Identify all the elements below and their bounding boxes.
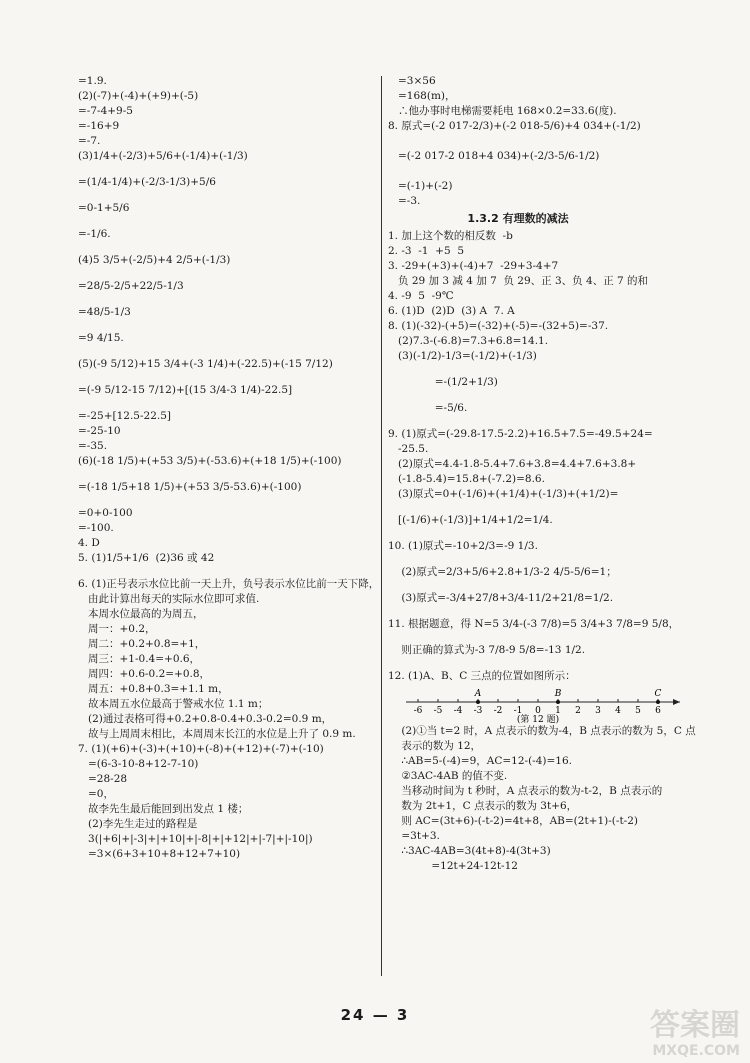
tick-label: -6 bbox=[413, 706, 423, 716]
tick-label: -1 bbox=[513, 706, 523, 716]
answer-line: (2)原式=4.4-1.8-5.4+7.6+3.8=4.4+7.6+3.8+ bbox=[388, 458, 637, 470]
point-B bbox=[556, 700, 560, 704]
tick-label: -5 bbox=[433, 706, 443, 716]
number-line-figure bbox=[388, 684, 688, 724]
point-A bbox=[476, 700, 480, 704]
answer-line: 8. (1)(-32)-(+5)=(-32)+(-5)=-(32+5)=-37. bbox=[388, 320, 609, 332]
answer-line: 周二：+0.2+0.8=+1， bbox=[78, 638, 206, 650]
answer-line: =-7. bbox=[78, 135, 101, 147]
tick-label: 5 bbox=[635, 706, 641, 716]
section-title: 1.3.2 有理数的减法 bbox=[467, 212, 569, 225]
watermark-logo bbox=[610, 1010, 740, 1060]
answer-line: =-35. bbox=[78, 440, 108, 452]
answer-line: =(-2 017-2 018+4 034)+(-2/3-5/6-1/2) bbox=[388, 150, 600, 162]
point-label: C bbox=[654, 689, 662, 699]
answer-line: =(-18 1/5+18 1/5)+(+53 3/5-53.6)+(-100) bbox=[78, 481, 302, 493]
answer-line: 当移动时间为 t 秒时，A 点表示的数为-t-2，B 点表示的 bbox=[388, 785, 663, 797]
point-label: A bbox=[474, 689, 482, 699]
answer-line: 3(|+6|+|-3|+|+10|+|-8|+|+12|+|-7|+|-10|) bbox=[78, 833, 313, 845]
answer-line: 3. -29+(+3)+(-4)+7 -29+3-4+7 bbox=[388, 260, 559, 272]
answer-line: =12t+24-12t-12 bbox=[388, 860, 518, 872]
answer-line: 2. -3 -1 +5 5 bbox=[388, 245, 464, 257]
answer-line: 1. 加上这个数的相反数 -b bbox=[388, 230, 513, 242]
answer-line: 6. (1)正号表示水位比前一天上升，负号表示水位比前一天下降， bbox=[78, 578, 380, 590]
tick-label: 6 bbox=[655, 706, 661, 716]
answer-line: 故与上周周末相比，本周周末长江的水位是上升了 0.9 m. bbox=[78, 728, 356, 740]
answer-line: =-3. bbox=[388, 195, 421, 207]
point-C bbox=[656, 700, 660, 704]
tick-label: -3 bbox=[473, 706, 483, 716]
tick-label: -2 bbox=[493, 706, 503, 716]
answer-line: 11. 根据题意，得 N=5 3/4-(-3 7/8)=5 3/4+3 7/8=9 5/8， bbox=[388, 618, 680, 630]
answer-line: 8. 原式=(-2 017-2/3)+(-2 018-5/6)+4 034+(-1/2) bbox=[388, 120, 641, 132]
answer-line: 周四：+0.6-0.2=+0.8， bbox=[78, 668, 211, 680]
answer-line: =(-1)+(-2) bbox=[388, 180, 453, 192]
answer-line: =3t+3. bbox=[388, 830, 440, 842]
answer-line: (2)通过表格可得+0.2+0.8-0.4+0.3-0.2=0.9 m， bbox=[78, 713, 333, 725]
answer-line: (2)(-7)+(-4)+(+9)+(-5) bbox=[78, 90, 199, 102]
watermark-text: 答案圈 bbox=[650, 1008, 740, 1043]
answer-line: =3×(6+3+10+8+12+7+10) bbox=[78, 848, 241, 860]
tick-label: 4 bbox=[615, 706, 621, 716]
answer-line: 负 29 加 3 减 4 加 7 负 29、正 3、负 4、正 7 的和 bbox=[388, 275, 649, 287]
answer-line: 表示的数为 12， bbox=[388, 740, 482, 752]
answer-line: (3)原式=0+(-1/6)+(+1/4)+(-1/3)+(+1/2)= bbox=[388, 488, 619, 500]
answer-line: 周一：+0.2， bbox=[78, 623, 156, 635]
answer-line: 4. D bbox=[78, 537, 100, 549]
answer-line: 6. (1)D (2)D (3) A 7. A bbox=[388, 305, 515, 317]
answer-line: [(-1/6)+(-1/3)]+1/4+1/2=1/4. bbox=[388, 514, 553, 526]
answer-line: =1.9. bbox=[78, 75, 107, 87]
answer-line: (3)原式=-3/4+27/8+3/4-11/2+21/8=1/2. bbox=[388, 592, 614, 604]
axis-arrow bbox=[673, 699, 680, 705]
answer-line: 周五：+0.8+0.3=+1.1 m， bbox=[78, 683, 229, 695]
answer-line: =-16+9 bbox=[78, 120, 120, 132]
answer-line: =168(m)， bbox=[388, 90, 456, 102]
answer-line: (6)(-18 1/5)+(+53 3/5)+(-53.6)+(+18 1/5)+(-100) bbox=[78, 455, 342, 467]
answer-line: 故李先生最后能回到出发点 1 楼； bbox=[78, 803, 249, 815]
answer-line: 4. -9 5 -9℃ bbox=[388, 290, 454, 302]
answer-line: 10. (1)原式=-10+2/3=-9 1/3. bbox=[388, 540, 538, 552]
right-column bbox=[388, 74, 696, 874]
answer-line: =3×56 bbox=[388, 75, 436, 87]
page-number: 24 — 3 bbox=[340, 1006, 410, 1024]
answer-line: ②3AC-4AB 的值不变. bbox=[388, 770, 508, 782]
answer-line: =-25-10 bbox=[78, 425, 121, 437]
answer-line: 则 AC=(3t+6)-(-t-2)=4t+8，AB=(2t+1)-(-t-2) bbox=[388, 815, 638, 827]
point-label: B bbox=[554, 689, 562, 699]
tick-label: 1 bbox=[555, 706, 561, 716]
left-column bbox=[78, 74, 380, 862]
answer-line: (2)7.3-(-6.8)=7.3+6.8=14.1. bbox=[388, 335, 549, 347]
answer-line: =(6-3-10-8+12-7-10) bbox=[78, 758, 199, 770]
answer-line: =48/5-1/3 bbox=[78, 306, 131, 318]
figure-caption: (第 12 题) bbox=[516, 715, 560, 724]
answer-line: =9 4/15. bbox=[78, 332, 124, 344]
answer-line: =0-1+5/6 bbox=[78, 202, 130, 214]
answer-line: 故本周五水位最高于警戒水位 1.1 m； bbox=[78, 698, 269, 710]
answer-line: =0+0-100 bbox=[78, 507, 133, 519]
answer-line: (4)5 3/5+(-2/5)+4 2/5+(-1/3) bbox=[78, 254, 231, 266]
answer-line: -25.5. bbox=[388, 443, 429, 455]
answer-line: =-7-4+9-5 bbox=[78, 105, 133, 117]
answer-line: (2)原式=2/3+5/6+2.8+1/3-2 4/5-5/6=1； bbox=[388, 566, 617, 578]
answer-line: =(1/4-1/4)+(-2/3-1/3)+5/6 bbox=[78, 176, 216, 188]
answer-line: 7. (1)(+6)+(-3)+(+10)+(-8)+(+12)+(-7)+(-10) bbox=[78, 743, 324, 755]
answer-line: =-25+[12.5-22.5] bbox=[78, 410, 172, 422]
answer-line: ∴3AC-4AB=3(4t+8)-4(3t+3) bbox=[388, 845, 551, 857]
answer-line: 由此计算出每天的实际水位即可求值. bbox=[78, 593, 260, 605]
tick-label: 0 bbox=[535, 706, 541, 716]
answer-line: ∴他办事时电梯需要耗电 168×0.2=33.6(度). bbox=[388, 105, 617, 117]
answer-line: 本周水位最高的为周五， bbox=[78, 608, 204, 620]
answer-line: =-1/6. bbox=[78, 228, 111, 240]
answer-line: (2)李先生走过的路程是 bbox=[78, 818, 198, 830]
answer-line: 5. (1)1/5+1/6 (2)36 或 42 bbox=[78, 552, 215, 564]
answer-line: (5)(-9 5/12)+15 3/4+(-3 1/4)+(-22.5)+(-15 7/12) bbox=[78, 358, 333, 370]
answer-line: =0， bbox=[78, 788, 114, 800]
answer-line: 周三：+1-0.4=+0.6， bbox=[78, 653, 201, 665]
number-line bbox=[388, 684, 688, 724]
answer-line: 9. (1)原式=(-29.8-17.5-2.2)+16.5+7.5=-49.5+24= bbox=[388, 428, 653, 440]
answer-line: 数为 2t+1，C 点表示的数为 3t+6， bbox=[388, 800, 578, 812]
answer-line: =28/5-2/5+22/5-1/3 bbox=[78, 280, 184, 292]
answer-line: (-1.8-5.4)=15.8+(-7.2)=8.6. bbox=[388, 473, 545, 485]
watermark-url: MXQE.COM bbox=[652, 1043, 740, 1059]
answer-line: =28-28 bbox=[78, 773, 128, 785]
answer-line: (2)①当 t=2 时，A 点表示的数为-4，B 点表示的数为 5，C 点 bbox=[388, 725, 696, 737]
answer-line: (3)1/4+(-2/3)+5/6+(-1/4)+(-1/3) bbox=[78, 150, 248, 162]
tick-label: -4 bbox=[453, 706, 463, 716]
answer-line: =(-9 5/12-15 7/12)+[(15 3/4-3 1/4)-22.5] bbox=[78, 384, 293, 396]
answer-line: ∴AB=5-(-4)=9，AC=12-(-4)=16. bbox=[388, 755, 572, 767]
answer-line: 则正确的算式为-3 7/8-9 5/8=-13 1/2. bbox=[388, 644, 586, 656]
answer-line: =-(1/2+1/3) bbox=[388, 376, 498, 388]
answer-line: 12. (1)A、B、C 三点的位置如图所示： bbox=[388, 670, 576, 682]
answer-line: (3)(-1/2)-1/3=(-1/2)+(-1/3) bbox=[388, 350, 537, 362]
answer-line: =-100. bbox=[78, 522, 114, 534]
tick-label: 3 bbox=[595, 706, 601, 716]
tick-label: 2 bbox=[575, 706, 581, 716]
answer-line: =-5/6. bbox=[388, 402, 468, 414]
